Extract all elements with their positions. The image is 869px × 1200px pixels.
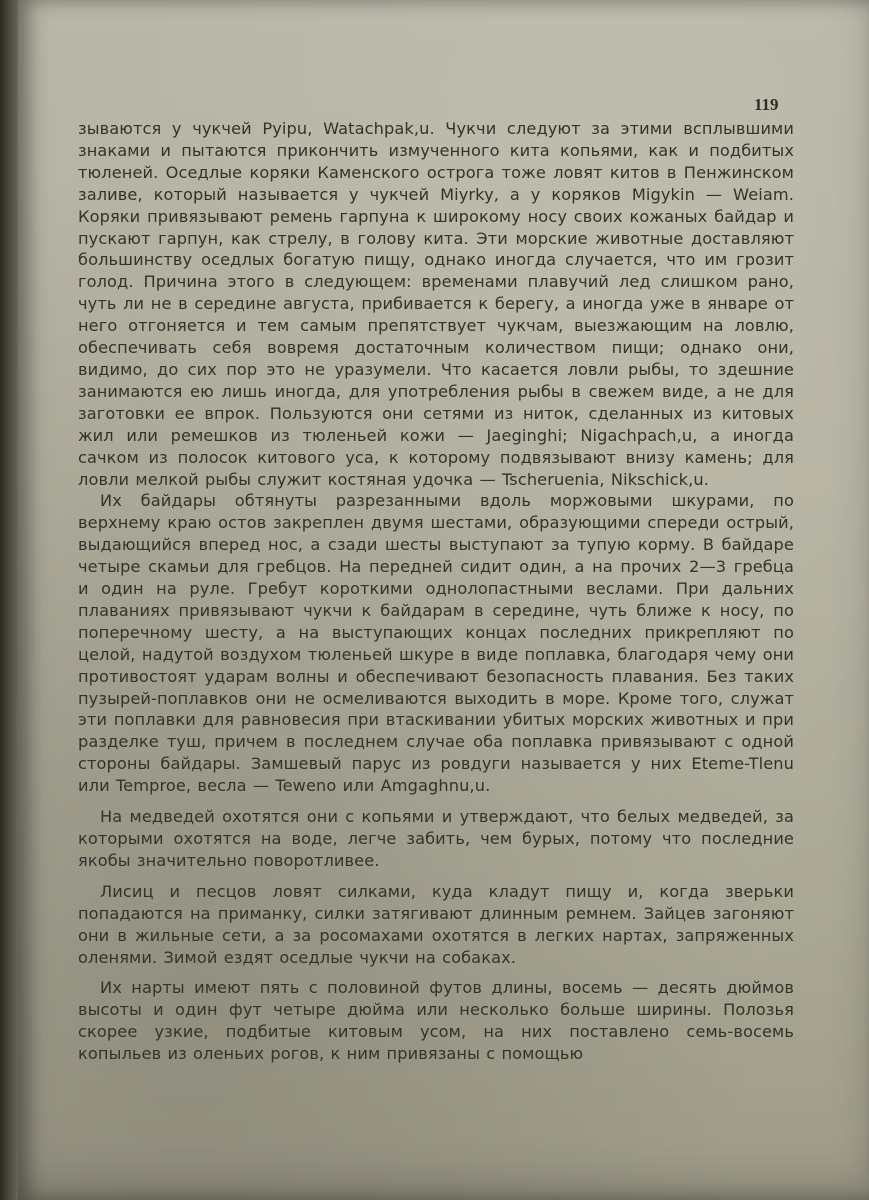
paragraph-4: Лисиц и песцов ловят силками, куда кладут пищу и, когда зверьки попадаются на приманку, силки затягивают длинным ремнем. Зайцев загоняют они в жильные сети, а за росомахами охотятся в легких нартах, запряженных оленями. Зимой ездят оседлые чукчи на собаках. — [78, 881, 794, 967]
paragraph-3: На медведей охотятся они с копьями и утверждают, что белых медведей, за которыми охотятся на воде, легче забить, чем бурых, потому что последние якобы значительно поворотливее. — [78, 807, 794, 870]
paragraph-1: зываются у чукчей Pyipu, Watachpak,u. Чукчи следуют за этими всплывшими знаками и пытаются прикончить измученного кита копьями, как и подбитых тюленей. Оседлые коряки Каменского острога тоже ловят китов в Пенжинском заливе, который называется у чукчей Miyrky, а у коряков Migykin — Weiam. Коряки привязывают ремень гарпуна к широкому носу своих кожаных байдар и пускают гарпун, как стрелу, в голову кита. Эти морские животные доставляют большинству оседлых богатую пищу, однако иногда случается, что им грозит голод. Причина этого в следующем: временами плавучий лед слишком рано, чуть ли не в середине августа, прибивается к берегу, а иногда уже в январе от него отгоняется и тем самым препятствует чукчам, выезжающим на ловлю, обеспечивать себя вовремя достаточным количеством пищи; однако они, видимо, до сих пор это не уразумели. Что касается ловли рыбы, то здешние занимаются ею лишь иногда, для употребления рыбы в свежем виде, а не для заготовки ее впрок. Пользуются они сетями из ниток, сделанных из китовых жил или ремешков из тюленьей кожи — Jaeginghi; Nigachpach,u, а иногда сачком из полосок китового уса, к которому подвязывают внизу камень; для ловли мелкой рыбы служит костяная удочка — Tscheruenia, Nikschick,u. — [78, 119, 794, 489]
book-page — [18, 0, 869, 1200]
paragraph-5: Их нарты имеют пять с половиной футов длины, восемь — десять дюймов высоты и один фут четыре дюйма или несколько больше ширины. Полозья скорее узкие, подбитые китовым усом, на них поставлено семь-восемь копыльев из оленьих рогов, к ним привязаны с помощью — [78, 978, 794, 1064]
body-text — [78, 118, 794, 1065]
page-number: 119 — [754, 95, 779, 114]
paragraph-2: Их байдары обтянуты разрезанными вдоль моржовыми шкурами, по верхнему краю остов закреплен двумя шестами, образующими спереди острый, выдающийся вперед нос, а сзади шесты выступают за тупую корму. В байдаре четыре скамьи для гребцов. На передней сидит один, а на прочих 2—3 гребца и один на руле. Гребут короткими однолопастными веслами. При дальних плаваниях привязывают чукчи к байдарам в середине, чуть ближе к носу, по поперечному шесту, а на выступающих концах последних прикрепляют по целой, надутой воздухом тюленьей шкуре в виде поплавка, благодаря чему они противостоят ударам волны и обеспечивают безопасность плавания. Без таких пузырей-поплавков они не осмеливаются выходить в море. Кроме того, служат эти поплавки для равновесия при втаскивании убитых морских животных и при разделке туш, причем в последнем случае оба поплавка привязывают с одной стороны байдары. Замшевый парус из ровдуги называется у них Eteme-Tlenu или Temproe, весла — Teweno или Amgaghnu,u. — [78, 491, 794, 796]
